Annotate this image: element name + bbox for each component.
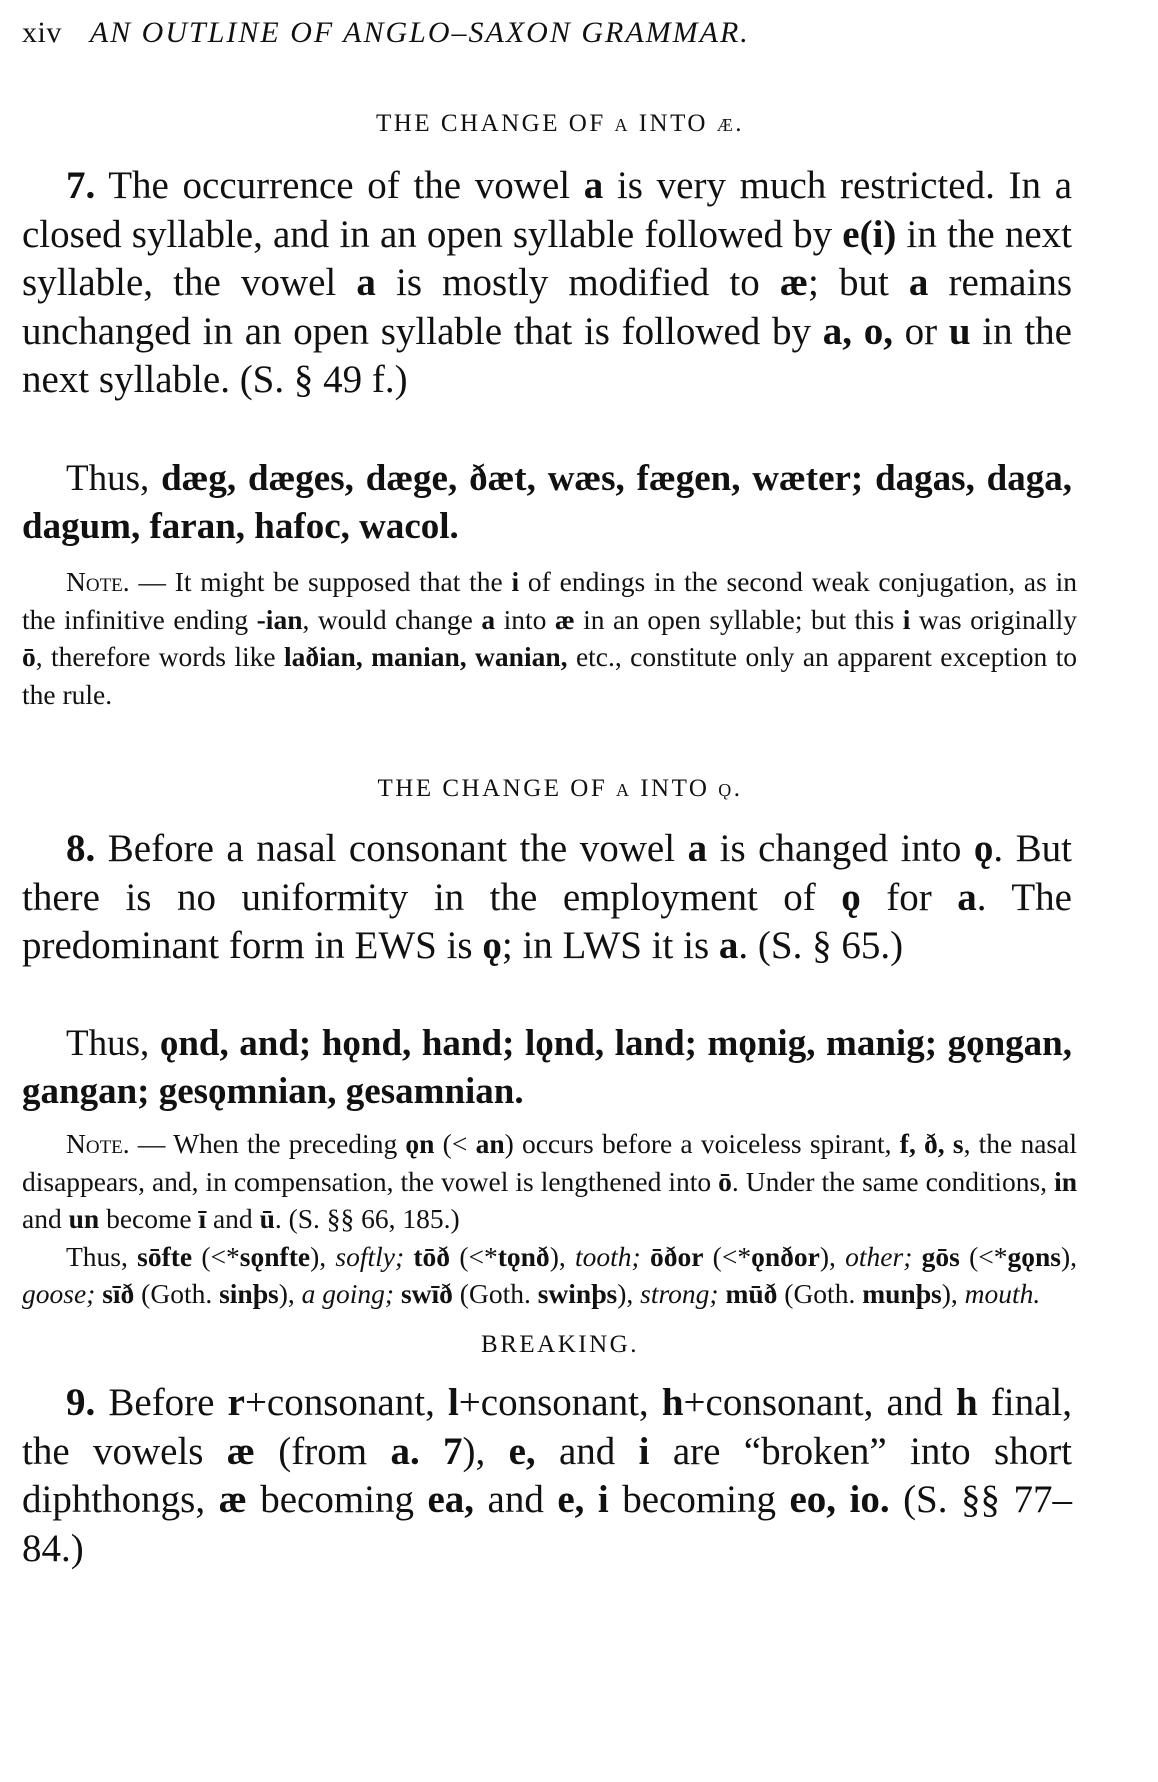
note-label: Note. (66, 1128, 130, 1159)
page-number: xiv (22, 16, 62, 49)
examples-7: Thus, dæg, dæges, dæge, ðæt, wæs, fægen, wæter; dagas, daga, dagum, faran, hafoc, wacol. (22, 458, 1072, 547)
note-7: Note. — It might be supposed that the i of endings in the second weak conjugation, as in the infinitive ending -ian, would change a into æ in an open syllable; but this i was originally ō, therefore words like laðian, manian, wanian, etc., constitute only an apparent exception to the rule. (22, 566, 1078, 710)
examples-8: Thus, ǫnd, and; hǫnd, hand; lǫnd, land; mǫnig, manig; gǫngan, gangan; gesǫmnian, gesamnian. (22, 1023, 1072, 1112)
paragraph-8: 8. Before a nasal consonant the vowel a is changed into ǫ. But there is no uniformity in the employment of ǫ for a. The predominant form in EWS is ǫ; in LWS it is a. (S. § 65.) (22, 827, 1072, 967)
paragraph-9: 9. Before r+consonant, l+consonant, h+consonant, and h final, the vowels æ (from a. 7), e, and i are “broken” into short diphthongs, æ becoming ea, and e, i becoming eo, io. (S. §§ 77–84.) (22, 1381, 1073, 1570)
note-8: Note. — When the preceding ǫn (< an) occurs before a voiceless spirant, f, ð, s, the nasal disappears, and, in compensation, the vowel is lengthened into ō. Under the same conditions, in and un become ī and ū. (S. §§ 66, 185.) Thus, sōfte (<*sǫnfte), softly; tōð (<*tǫnð), tooth; ōðor (<*ǫnðor), other; gōs (<*gǫns), goose; sīð (Goth. sinþs), a going; swīð (Goth. swinþs), strong; mūð (Goth. munþs), mouth. (22, 1128, 1078, 1309)
section-heading-a-into-o: THE CHANGE OF a INTO ǫ. (377, 775, 743, 802)
note-label: Note. (66, 566, 130, 597)
running-head (22, 16, 750, 50)
section-number: 7. (66, 164, 96, 207)
section-heading-breaking: BREAKING. (481, 1331, 639, 1358)
running-title: AN OUTLINE OF ANGLO–SAXON GRAMMAR. (89, 16, 750, 49)
section-number: 8. (66, 827, 96, 870)
section-number: 9. (66, 1381, 96, 1424)
section-heading-a-into-ae: THE CHANGE OF a INTO æ. (376, 110, 744, 137)
paragraph-7: 7. The occurrence of the vowel a is very much restricted. In a closed syllable, and in an open syllable followed by e(i) in the next syllable, the vowel a is mostly modified to æ; but a remains unchanged in an open syllable that is followed by a, o, or u in the next syllable. (S. § 49 f.) (22, 164, 1072, 401)
